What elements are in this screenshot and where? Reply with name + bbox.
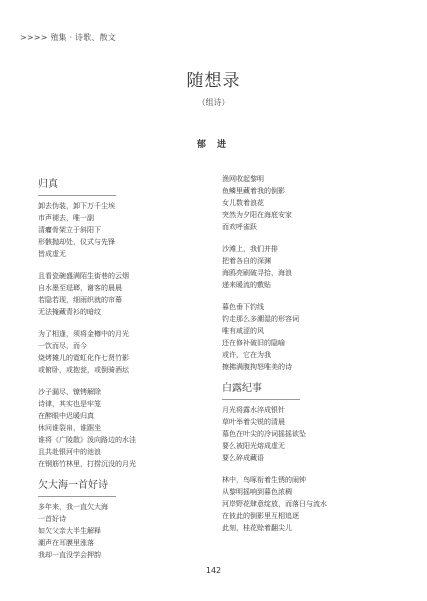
poem-line: 为了相逢，须将金樽中的月光: [38, 330, 129, 338]
poem-line: 从黎明摇响到暮色浓稠: [222, 488, 292, 496]
poem-line: 多年来，我一直欠大海: [38, 503, 108, 511]
poem-line: 一饮而尽，而今: [38, 342, 87, 350]
section-heading: 归真: [38, 179, 116, 196]
poem-line: 鱼鳞里藏着我的倒影: [222, 187, 285, 195]
page-subtitle: （组诗）: [197, 98, 230, 107]
poem-line: 在醉眼中迟暖归真: [38, 412, 94, 420]
running-header: >>>> 殖集 · 诗歌、散文: [20, 33, 116, 42]
poem-line: 如欠父亲大半生解释: [38, 527, 101, 535]
page-title: 随想录: [186, 71, 241, 91]
poem-line: 沙滩上，我们并排: [222, 245, 278, 253]
poem-line: 形骸抛却处，仪式与先锋: [38, 238, 115, 246]
author-name: 郁 进: [196, 140, 231, 150]
poem-line: 要么被阳光熔成虚无: [222, 442, 285, 450]
poem-line: 慕色在叶尖的冷词摇摇欲坠: [222, 430, 306, 438]
poem-line: 月光将露水淬成银针: [222, 406, 285, 414]
right-column: [222, 173, 397, 544]
section-heading: 白露纪事: [222, 383, 300, 400]
poem-line: 林中，鸟啄衔着生锈的闹钟: [222, 476, 306, 484]
poem-line: 一首好诗: [38, 515, 66, 523]
poem-line: 谁将《广陵散》泼向路边的水洼: [38, 436, 136, 444]
poem-line: 在钢筋竹林里，打捞沉没的月光: [38, 460, 136, 468]
poem-stanza: [38, 270, 203, 318]
poem-line: 我却一直没学会押韵: [38, 551, 101, 559]
poem-line: 擦拂满腹拘怒唯美的诗: [222, 363, 292, 371]
poem-line: 河岸野花肆意绽放，而落日与流水: [222, 500, 327, 508]
poem-line: 自水墨至琺瑯，谢客的晨晨: [38, 284, 122, 292]
page-number: 142: [205, 566, 222, 575]
poem-line: 海鸥亮刷破寻拾，海浪: [222, 269, 292, 277]
poem-line: 清癯骨架立于斜阳下: [38, 226, 101, 234]
poem-line: 沙子漏尽，镣铐解除: [38, 388, 101, 396]
poem-line: 草叶举着尖锐的清晨: [222, 418, 285, 426]
poem-line: 潮声在耳膜里涨落: [38, 539, 94, 547]
section-heading: 欠大海一首好诗: [38, 480, 116, 497]
poem-line: 且看瓷碗盛满陌生街巷的云烟: [38, 272, 129, 280]
poem-stanza: [38, 501, 203, 561]
poem-line: 市声褪去，唯一副: [38, 214, 94, 222]
poem-stanza: [38, 328, 203, 376]
poem-line: 突然为夕阳在海底安家: [222, 211, 292, 219]
poem-line: 无法掩藏青衫的暗纹: [38, 308, 101, 316]
poem-line: 而欢呼雀跃: [222, 223, 257, 231]
poem-line: 此刻，桂花赊着翻尖儿: [222, 524, 292, 532]
poem-line: 还在修补破旧的隐喻: [222, 339, 285, 347]
poem-line: 把着各自的深渊: [222, 257, 271, 265]
poem-line: 钓走那么多潮湿的形容词: [222, 315, 299, 323]
poem-line: 休问谁裂帛，谁踞坐: [38, 424, 101, 432]
poem-stanza: [222, 173, 397, 233]
poem-stanza: [38, 386, 203, 470]
poem-line: 递来暖流的敷贴: [222, 281, 271, 289]
poem-line: 女儿数着浪花: [222, 199, 264, 207]
poem-line: 且共赴银河中的池浪: [38, 448, 101, 456]
poem-stanza: [38, 200, 203, 260]
poem-line: 烧烤摊儿的霓虹化作七贤竹影: [38, 354, 129, 362]
poem-stanza: [222, 243, 397, 291]
poem-line: 诗律，其实也是牢笼: [38, 400, 101, 408]
poem-line: 或俯卧，或抱瓮，或倒骑酒坛: [38, 366, 129, 374]
poem-line: 在彼此的倒影里互相追逐: [222, 512, 299, 520]
poem-line: 唯有咸涩的风: [222, 327, 264, 335]
poem-line: 若隐若现，细雨织就的帘幕: [38, 296, 122, 304]
poem-line: 或许，它在为我: [222, 351, 271, 359]
poem-line: 皆成虚无: [38, 250, 66, 258]
poem-line: 暮色垂下钓线: [222, 303, 264, 311]
poem-line: 要么碎成藏语: [222, 454, 264, 462]
poem-line: 渔网收起黎明: [222, 175, 264, 183]
poem-line: 卸去伪装，卸下万千尘埃: [38, 202, 115, 210]
poem-stanza: [222, 474, 397, 534]
left-column: [38, 173, 203, 571]
poem-stanza: [222, 301, 397, 373]
poem-stanza: [222, 404, 397, 464]
